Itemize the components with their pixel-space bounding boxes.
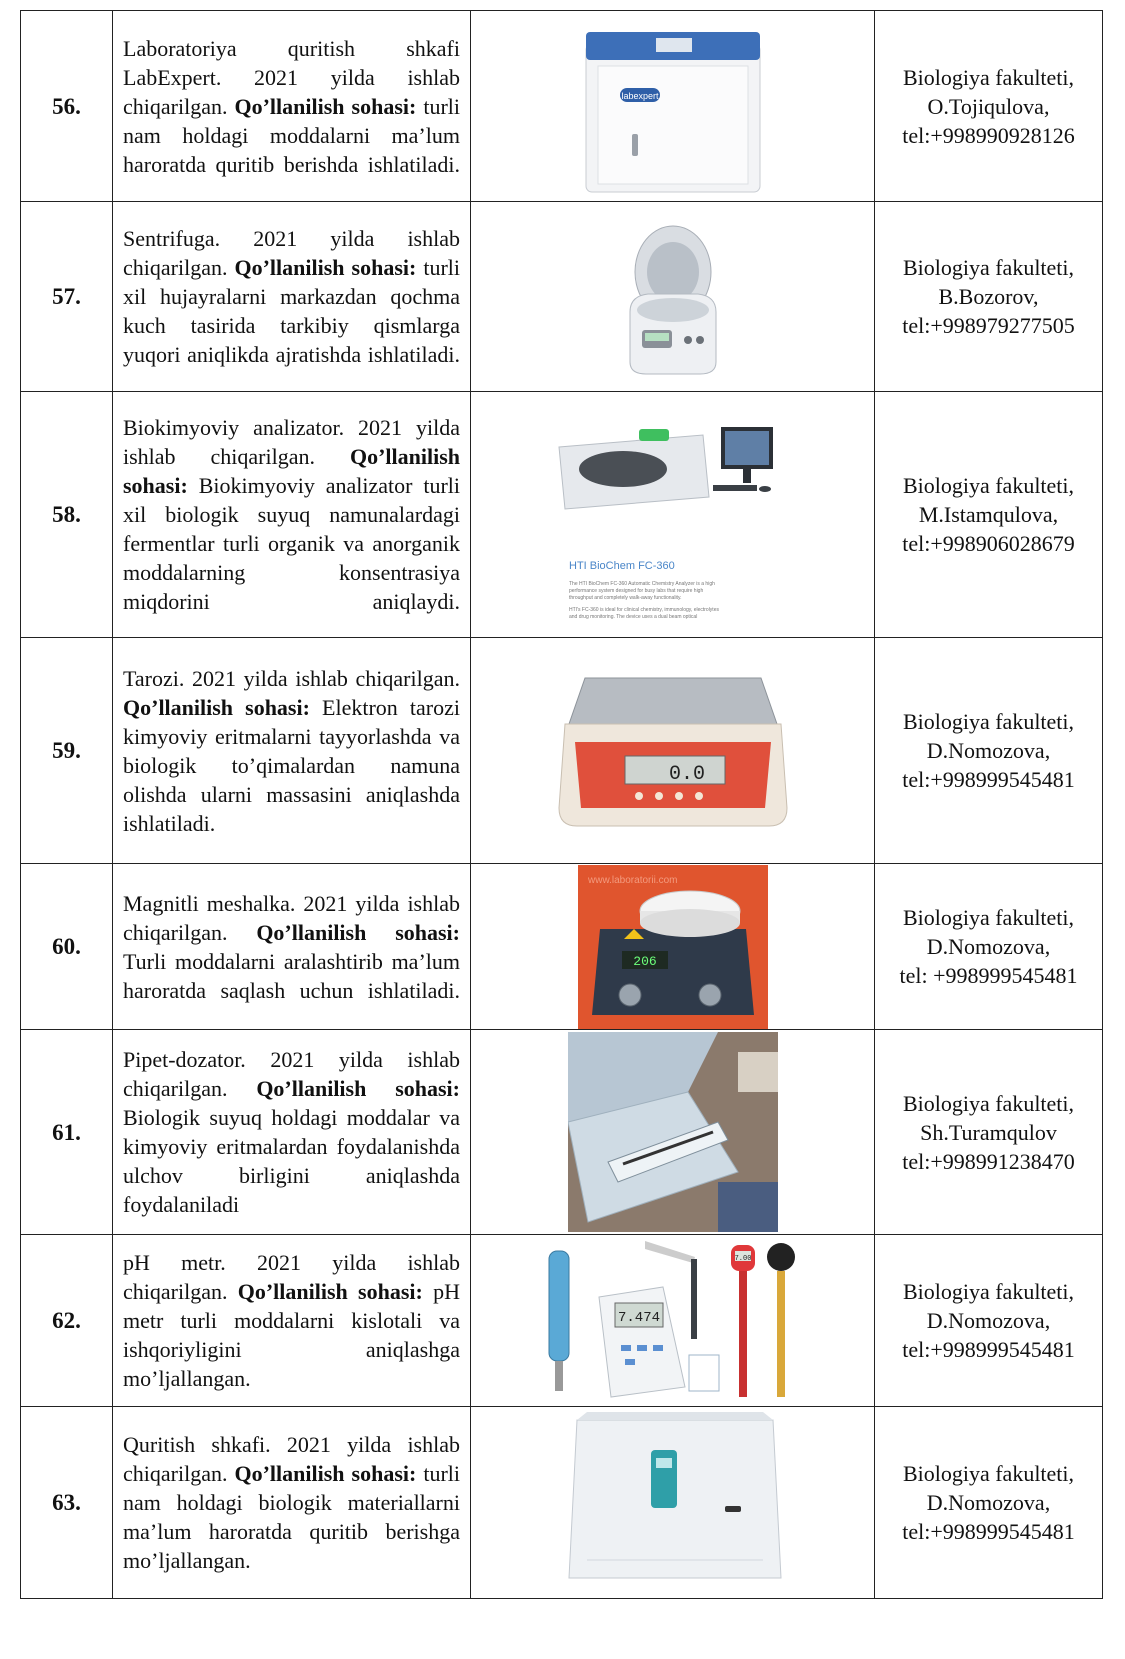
person: D.Nomozova, [926,934,1051,959]
row-number: 60. [21,864,113,1030]
usage-text: turli nam holdagi biologik materiallarni ma’lum haroratda quritib berishga mo’ljallangan. [123,1461,461,1573]
stirrer-watermark: www.laboratorii.com [587,874,677,886]
analyzer-fine-print-4: HTI's FC-360 is ideal for clinical chemistry, immunology, electrolytes [568,606,719,613]
equipment-description [113,1030,471,1235]
table-row [21,1407,1103,1599]
contact-info [875,202,1103,392]
table-row [21,11,1103,202]
usage-label: Qo’llanilish sohasi: [123,694,310,720]
usage-text: Elektron tarozi kimyoviy eritmalarni tayyorlashda va biologik to’qimalardan namuna olishda ularni massasini aniqlashda ishlatiladi. [123,694,460,836]
equipment-title: pH metr. 2021 yilda ishlab chiqarilgan. [123,1250,460,1304]
equipment-image [471,864,875,1030]
row-number: 57. [21,202,113,392]
contact-info [875,1407,1103,1599]
usage-label: Qo’llanilish sohasi: [234,1461,417,1486]
person: B.Bozorov, [938,284,1039,309]
equipment-image [471,1030,875,1235]
analyzer-fine-print-1: The HTI BioChem FC-360 Automatic Chemistry Analyzer is a high [568,580,715,587]
equipment-description [113,392,471,638]
equipment-title: Quritish shkafi. 2021 yilda ishlab chiqarilgan. [123,1432,460,1486]
equipment-image [471,392,875,638]
usage-text: Biokimyoviy analizator turli xil biologik suyuq namunalardagi fermentlar turli organik va anorganik moddalarning konsentrasiya miqdorini aniqlaydi. [123,473,461,614]
usage-text: turli xil hujayralarni markazdan qochma kuch tasirida tarkibiy qismlarga yuqori aniqlikda ajratishda ishlatiladi. [123,255,461,367]
ph-display-2: 7.00 [734,1254,751,1263]
contact-info [875,864,1103,1030]
analyzer-fine-print-2: performance system designed for busy labs that require high [568,587,703,594]
equipment-description [113,1407,471,1599]
equipment-description [113,202,471,392]
faculty: Biologiya fakulteti, [902,1090,1075,1116]
person: D.Nomozova, [926,1490,1051,1515]
faculty: Biologiya fakulteti, [902,473,1075,498]
contact-info [875,1030,1103,1235]
usage-label: Qo’llanilish sohasi: [123,444,460,498]
table-row [21,638,1103,864]
table-row [21,392,1103,638]
phone: tel:+998991238470 [902,1148,1075,1174]
equipment-title: Pipet-dozator. 2021 yilda ishlab chiqarilgan. [123,1047,460,1101]
usage-text: pH metr turli moddalarni kislotali va ishqoriyligini aniqlashga mo’ljallangan. [123,1279,460,1391]
person: M.Istamqulova, [918,502,1059,527]
equipment-image [471,1407,875,1599]
equipment-title: Laboratoriya quritish shkafi LabExpert. 2021 yilda ishlab chiqarilgan. [123,35,460,119]
equipment-title: Tarozi. 2021 yilda ishlab chiqarilgan. [123,665,460,691]
usage-label: Qo’llanilish sohasi: [234,255,417,280]
biochemistry-analyzer-photo-icon [553,397,793,633]
drying-oven-photo-icon [578,16,768,196]
equipment-image [471,638,875,864]
usage-text: turli nam holdagi moddalarni ma’lum haroratda quritib berishda ishlatiladi. [123,93,461,177]
table-row [21,1030,1103,1235]
equipment-description [113,638,471,864]
ph-display: 7.474 [617,1309,660,1326]
person: Sh.Turamqulov [920,1119,1057,1145]
row-number: 61. [21,1030,113,1235]
scale-display: 0.0 [668,762,705,786]
person: D.Nomozova, [926,738,1051,763]
usage-label: Qo’llanilish sohasi: [256,1076,460,1101]
usage-label: Qo’llanilish sohasi: [256,919,460,945]
equipment-title: Magnitli meshalka. 2021 yilda ishlab chiqarilgan. [123,890,460,945]
analyzer-fine-print-5: and drug monitoring. The device uses a dual beam optical [568,613,697,620]
phone: tel:+998999545481 [902,1337,1075,1362]
faculty: Biologiya fakulteti, [902,64,1075,90]
analyzer-caption: HTI BioChem FC-360 [568,559,675,572]
equipment-title: Biokimyoviy analizator. 2021 yilda ishlab chiqarilgan. [123,415,460,469]
drying-cabinet-photo-icon [557,1410,789,1596]
contact-info [875,392,1103,638]
row-number: 63. [21,1407,113,1599]
centrifuge-photo-icon [608,212,738,382]
magnetic-stirrer-photo-icon [578,865,768,1029]
table-row [21,1235,1103,1407]
phone: tel:+998999545481 [902,767,1075,792]
equipment-description [113,11,471,202]
pipette-dispenser-photo-icon [568,1032,778,1232]
oven-brand-text: labexpert [620,91,659,101]
table-row [21,864,1103,1030]
person: D.Nomozova, [926,1308,1051,1333]
phone: tel:+998979277505 [902,313,1075,338]
faculty: Biologiya fakulteti, [902,255,1075,280]
equipment-image [471,202,875,392]
contact-info [875,1235,1103,1407]
contact-info [875,638,1103,864]
analyzer-fine-print-3: throughput and completely walk-away functionality. [568,594,681,601]
row-number: 62. [21,1235,113,1407]
equipment-description [113,864,471,1030]
ph-meter-photo-icon [545,1237,801,1405]
contact-info [875,11,1103,202]
faculty: Biologiya fakulteti, [902,709,1075,734]
person: O.Tojiqulova, [927,93,1050,119]
phone: tel: +998999545481 [899,963,1078,988]
equipment-table [20,10,1103,1599]
faculty: Biologiya fakulteti, [902,905,1075,930]
row-number: 58. [21,392,113,638]
equipment-image [471,11,875,202]
usage-text: Biologik suyuq holdagi moddalar va kimyoviy eritmalardan foydalanishda ulchov birligini aniqlashda foydalaniladi [123,1105,460,1217]
usage-text: Turli moddalarni aralashtirib ma’lum haroratda saqlash uchun ishlatiladi. [123,948,460,1003]
row-number: 56. [21,11,113,202]
usage-label: Qo’llanilish sohasi: [234,93,417,119]
equipment-title: Sentrifuga. 2021 yilda ishlab chiqarilgan. [123,226,460,280]
phone: tel:+998999545481 [902,1519,1075,1544]
phone: tel:+998990928126 [902,122,1075,148]
usage-label: Qo’llanilish sohasi: [237,1279,423,1304]
stirrer-display: 206 [632,953,657,969]
faculty: Biologiya fakulteti, [902,1461,1075,1486]
equipment-image [471,1235,875,1407]
electronic-scale-photo-icon [555,658,791,844]
table-row [21,202,1103,392]
faculty: Biologiya fakulteti, [902,1279,1075,1304]
phone: tel:+998906028679 [902,531,1075,556]
equipment-description [113,1235,471,1407]
row-number: 59. [21,638,113,864]
